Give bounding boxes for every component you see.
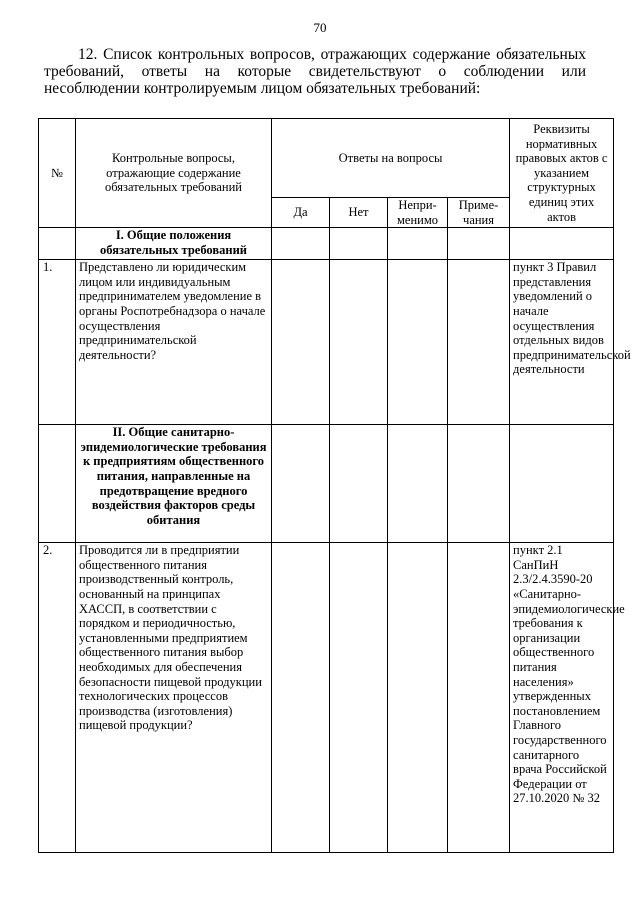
table-row [39, 260, 614, 425]
row-number: 2. [39, 543, 76, 853]
row-reference: пункт 3 Правил представления уведомлений о начале осуществления отдельных видов предпринимательской деятельности [510, 260, 614, 425]
answer-no-cell[interactable] [330, 260, 388, 425]
answer-no-cell[interactable] [330, 543, 388, 853]
answer-note-cell[interactable] [448, 543, 510, 853]
header-yes: Да [272, 198, 330, 228]
answer-yes-cell[interactable] [272, 543, 330, 853]
intro-paragraph: 12. Список контрольных вопросов, отражающих содержание обязательных требований, ответы на которые свидетельствуют о соблюдении или несоблюдении контролируемым лицом обязательных требований: [44, 46, 586, 97]
answer-na-cell[interactable] [388, 543, 448, 853]
header-requisites: Реквизиты нормативных правовых актов с указанием структурных единиц этих актов [510, 119, 614, 228]
page-number: 70 [313, 20, 327, 35]
checklist-table [38, 118, 631, 853]
row-number: 1. [39, 260, 76, 425]
header-na: Непри-менимо [388, 198, 448, 228]
section-title: I. Общие положения обязательных требований [76, 228, 272, 260]
header-questions: Контрольные вопросы, отражающие содержание обязательных требований [76, 119, 272, 228]
row-reference: пункт 2.1 СанПиН 2.3/2.4.3590-20 «Санитарно-эпидемиологические требования к организации общественного питания населения» утвержденных постановлением Главного государственного санитарного врача Российской Федерации от 27.10.2020 № 32 [510, 543, 614, 853]
header-answers: Ответы на вопросы [272, 119, 510, 198]
header-note: Приме-чания [448, 198, 510, 228]
section-row [39, 425, 614, 543]
header-num: № [39, 119, 76, 228]
header-row [39, 119, 614, 198]
table-row [39, 543, 614, 853]
row-question: Проводится ли в предприятии общественного питания производственный контроль, основанный на принципах ХАССП, в соответствии с порядком и периодичностью, установленными предприятием общественного питания выбор необходимых для обеспечения безопасности пищевой продукции технологических процессов производства (изготовления) пищевой продукции? [76, 543, 272, 853]
answer-note-cell[interactable] [448, 260, 510, 425]
answer-na-cell[interactable] [388, 260, 448, 425]
section-row [39, 228, 614, 260]
section-title: II. Общие санитарно-эпидемиологические требования к предприятиям общественного питания, направленные на предотвращение вредного воздействия факторов среды обитания [76, 425, 272, 543]
row-question: Представлено ли юридическим лицом или индивидуальным предпринимателем уведомление в органы Роспотребнадзора о начале осуществления предпринимательской деятельности? [76, 260, 272, 425]
header-no: Нет [330, 198, 388, 228]
answer-yes-cell[interactable] [272, 260, 330, 425]
